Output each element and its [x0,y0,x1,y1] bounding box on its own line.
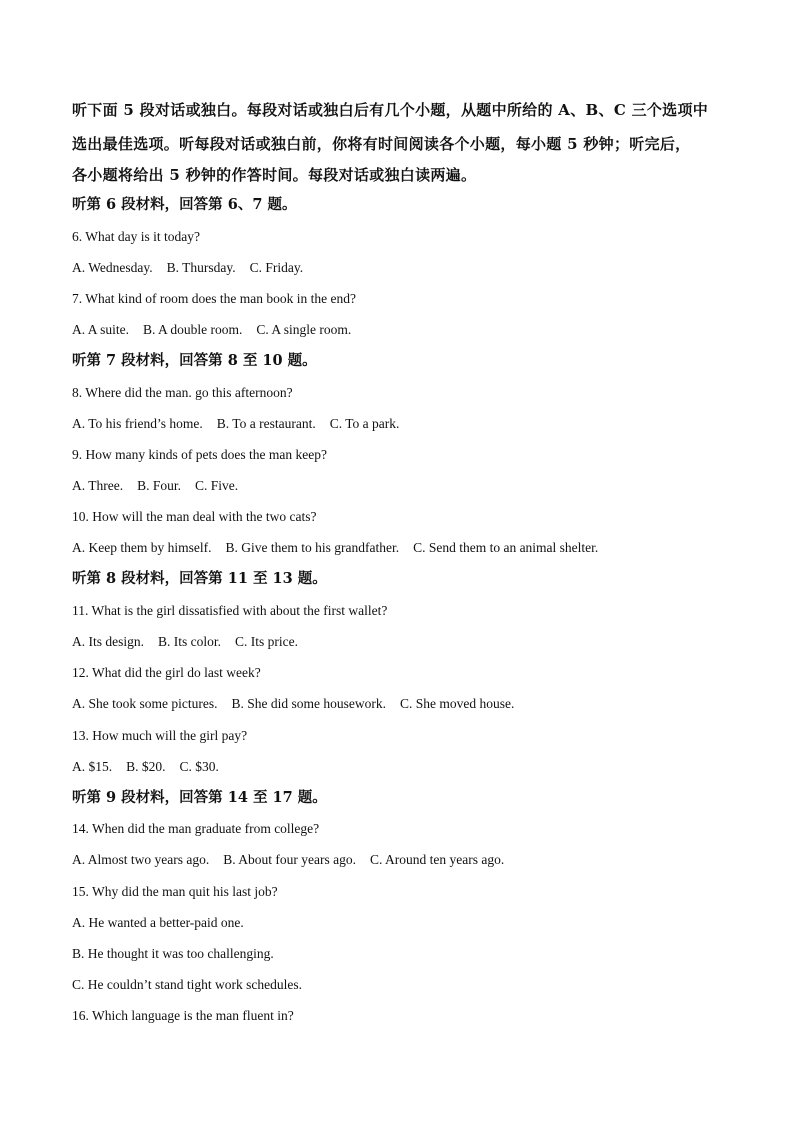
instruction-line-2: 选出最佳选项。听每段对话或独白前，你将有时间阅读各个小题，每小题 5 秒钟；听完后， [72,135,691,153]
option-c: C. Around ten years ago. [369,852,505,867]
option-b: B. Four. [137,478,181,493]
option-a: A. Three. [72,478,124,493]
option-c: C. Its price. [235,634,298,649]
section-heading-9: 听第 9 段材料，回答第 14 至 17 题。 [72,789,327,806]
option-b: B. Thursday. [166,260,236,275]
option-c: C. Five. [195,478,239,493]
option-a: A. She took some pictures. [72,696,218,711]
question-6: 6. What day is it today? [72,229,200,244]
option-c: C. A single room. [256,322,352,337]
question-14: 14. When did the man graduate from college? [72,821,320,836]
option-15-b: B. He thought it was too challenging. [72,946,274,961]
option-b: B. A double room. [143,322,243,337]
option-a: A. Its design. [72,634,144,649]
instruction-line-3: 各小题将给出 5 秒钟的作答时间。每段对话或独白读两遍。 [72,166,477,184]
question-7: 7. What kind of room does the man book in the end? [72,291,356,306]
option-a: A. To his friend’s home. [72,416,203,431]
option-b: B. She did some housework. [231,696,386,711]
question-10: 10. How will the man deal with the two cats? [72,509,317,524]
option-b: B. Its color. [158,634,221,649]
question-16: 16. Which language is the man fluent in? [72,1008,294,1023]
question-9: 9. How many kinds of pets does the man keep? [72,447,327,462]
option-c: C. $30. [179,759,219,774]
section-heading-7: 听第 7 段材料，回答第 8 至 10 题。 [72,352,317,369]
option-c: C. She moved house. [399,696,515,711]
options-7 [72,321,365,339]
question-13: 13. How much will the girl pay? [72,728,248,743]
option-15-a: A. He wanted a better-paid one. [72,915,244,930]
options-13 [72,758,233,776]
question-15: 15. Why did the man quit his last job? [72,884,278,899]
option-a: A. Wednesday. [72,260,153,275]
options-10 [72,539,612,557]
option-c: C. Send them to an animal shelter. [413,540,599,555]
option-a: A. Almost two years ago. [72,852,210,867]
option-b: B. To a restaurant. [216,416,316,431]
options-6 [72,259,317,277]
options-12 [72,695,528,713]
option-15-c: C. He couldn’t stand tight work schedules. [72,977,302,992]
section-heading-6: 听第 6 段材料，回答第 6、7 题。 [72,196,297,213]
option-a: A. Keep them by himself. [72,540,212,555]
option-c: C. Friday. [249,260,304,275]
option-b: B. Give them to his grandfather. [225,540,400,555]
options-9 [72,477,252,495]
options-14 [72,851,518,869]
option-c: C. To a park. [329,416,400,431]
question-11: 11. What is the girl dissatisfied with about the first wallet? [72,603,388,618]
question-12: 12. What did the girl do last week? [72,665,261,680]
options-11 [72,633,312,651]
option-a: A. $15. [72,759,113,774]
section-heading-8: 听第 8 段材料，回答第 11 至 13 题。 [72,570,327,587]
instruction-line-1: 听下面 5 段对话或独白。每段对话或独白后有几个小题，从题中所给的 A、B、C 三个选项中 [72,101,709,119]
option-a: A. A suite. [72,322,130,337]
option-b: B. About four years ago. [223,852,356,867]
question-8: 8. Where did the man. go this afternoon? [72,385,293,400]
options-8 [72,415,413,433]
option-b: B. $20. [126,759,166,774]
